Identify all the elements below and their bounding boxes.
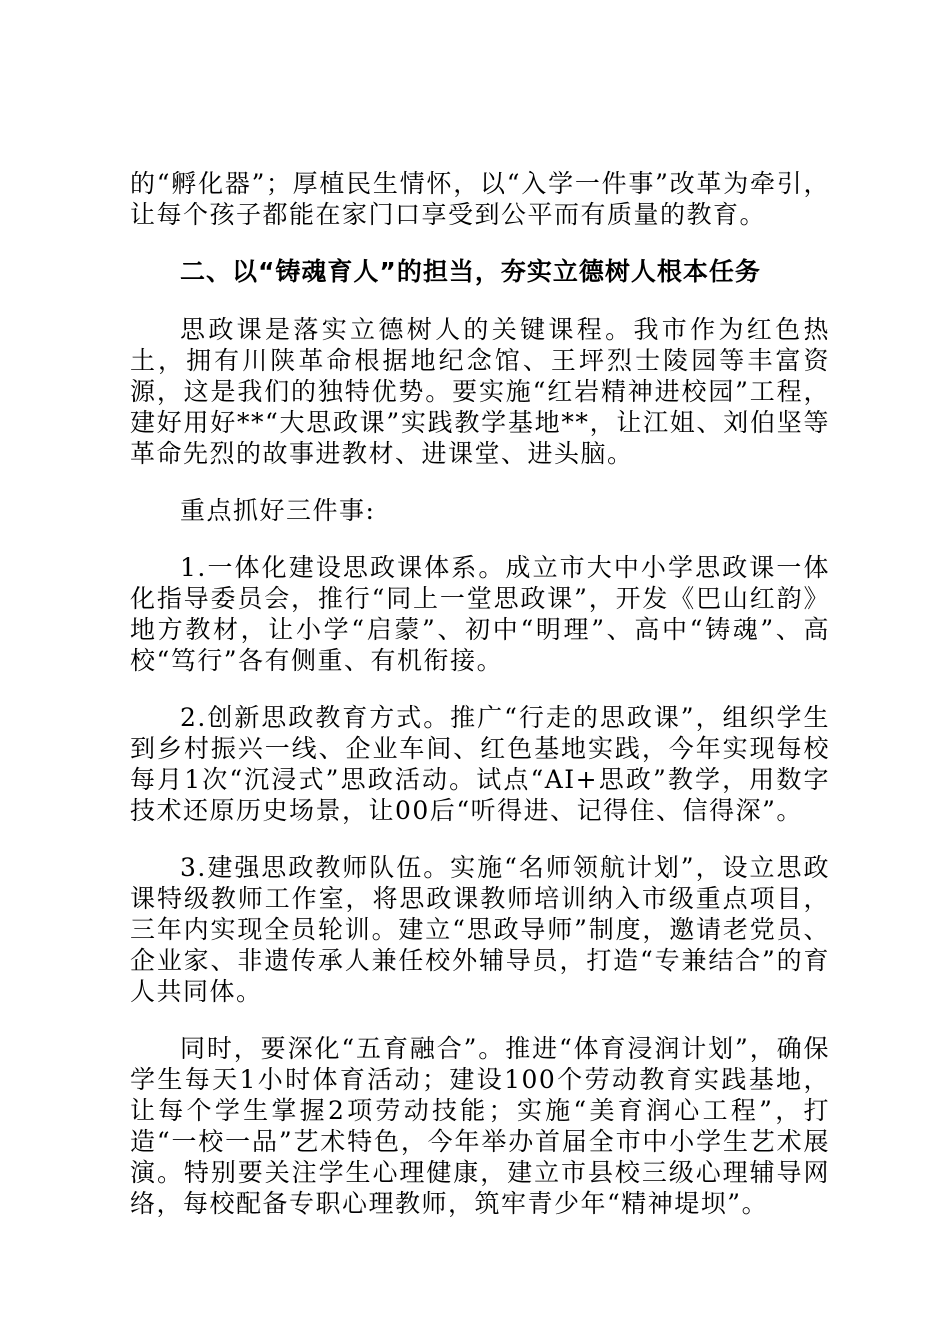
section-heading: 二、以“铸魂育人”的担当，夯实立德树人根本任务 (180, 257, 761, 286)
paragraph-key-points: 重点抓好三件事: (180, 496, 376, 525)
document-body (130, 168, 830, 1245)
paragraph-continuation: 的“孵化器”；厚植民生情怀，以“入学一件事”改革为牵引，让每个孩子都能在家门口享受到公平而有质量的教育。 (130, 169, 830, 229)
paragraph-item-2: 2.创新思政教育方式。推广“行走的思政课”，组织学生到乡村振兴一线、企业车间、红色基地实践，今年实现每校每月1次“沉浸式”思政活动。试点“AI+思政”教学，用数字技术还原历史场景，让00后“听得进、记得住、信得深”。 (130, 703, 830, 825)
paragraph-five-education: 同时，要深化“五育融合”。推进“体育浸润计划”，确保学生每天1小时体育活动；建设100个劳动教育实践基地，让每个学生掌握2项劳动技能；实施“美育润心工程”，打造“一校一品”艺术特色，今年举办首届全市中小学生艺术展演。特别要关注学生心理健康，建立市县校三级心理辅导网络，每校配备专职心理教师，筑牢青少年“精神堤坝”。 (130, 1034, 831, 1218)
paragraph-item-3: 3.建强思政教师队伍。实施“名师领航计划”，设立思政课特级教师工作室，将思政课教师培训纳入市级重点项目，三年内实现全员轮训。建立“思政导师”制度，邀请老党员、企业家、非遗传承人兼任校外辅导员，打造“专兼结合”的育人共同体。 (130, 853, 830, 1006)
paragraph-intro: 思政课是落实立德树人的关键课程。我市作为红色热土，拥有川陕革命根据地纪念馆、王坪烈士陵园等丰富资源，这是我们的独特优势。要实施“红岩精神进校园”工程，建好用好**“大思政课”实践教学基地**，让江姐、刘伯坚等革命先烈的故事进教材、进课堂、进头脑。 (130, 315, 830, 468)
paragraph-item-1: 1.一体化建设思政课体系。成立市大中小学思政课一体化指导委员会，推行“同上一堂思政课”，开发《巴山红韵》地方教材，让小学“启蒙”、初中“明理”、高中“铸魂”、高校“笃行”各有侧重、有机衔接。 (130, 553, 830, 675)
